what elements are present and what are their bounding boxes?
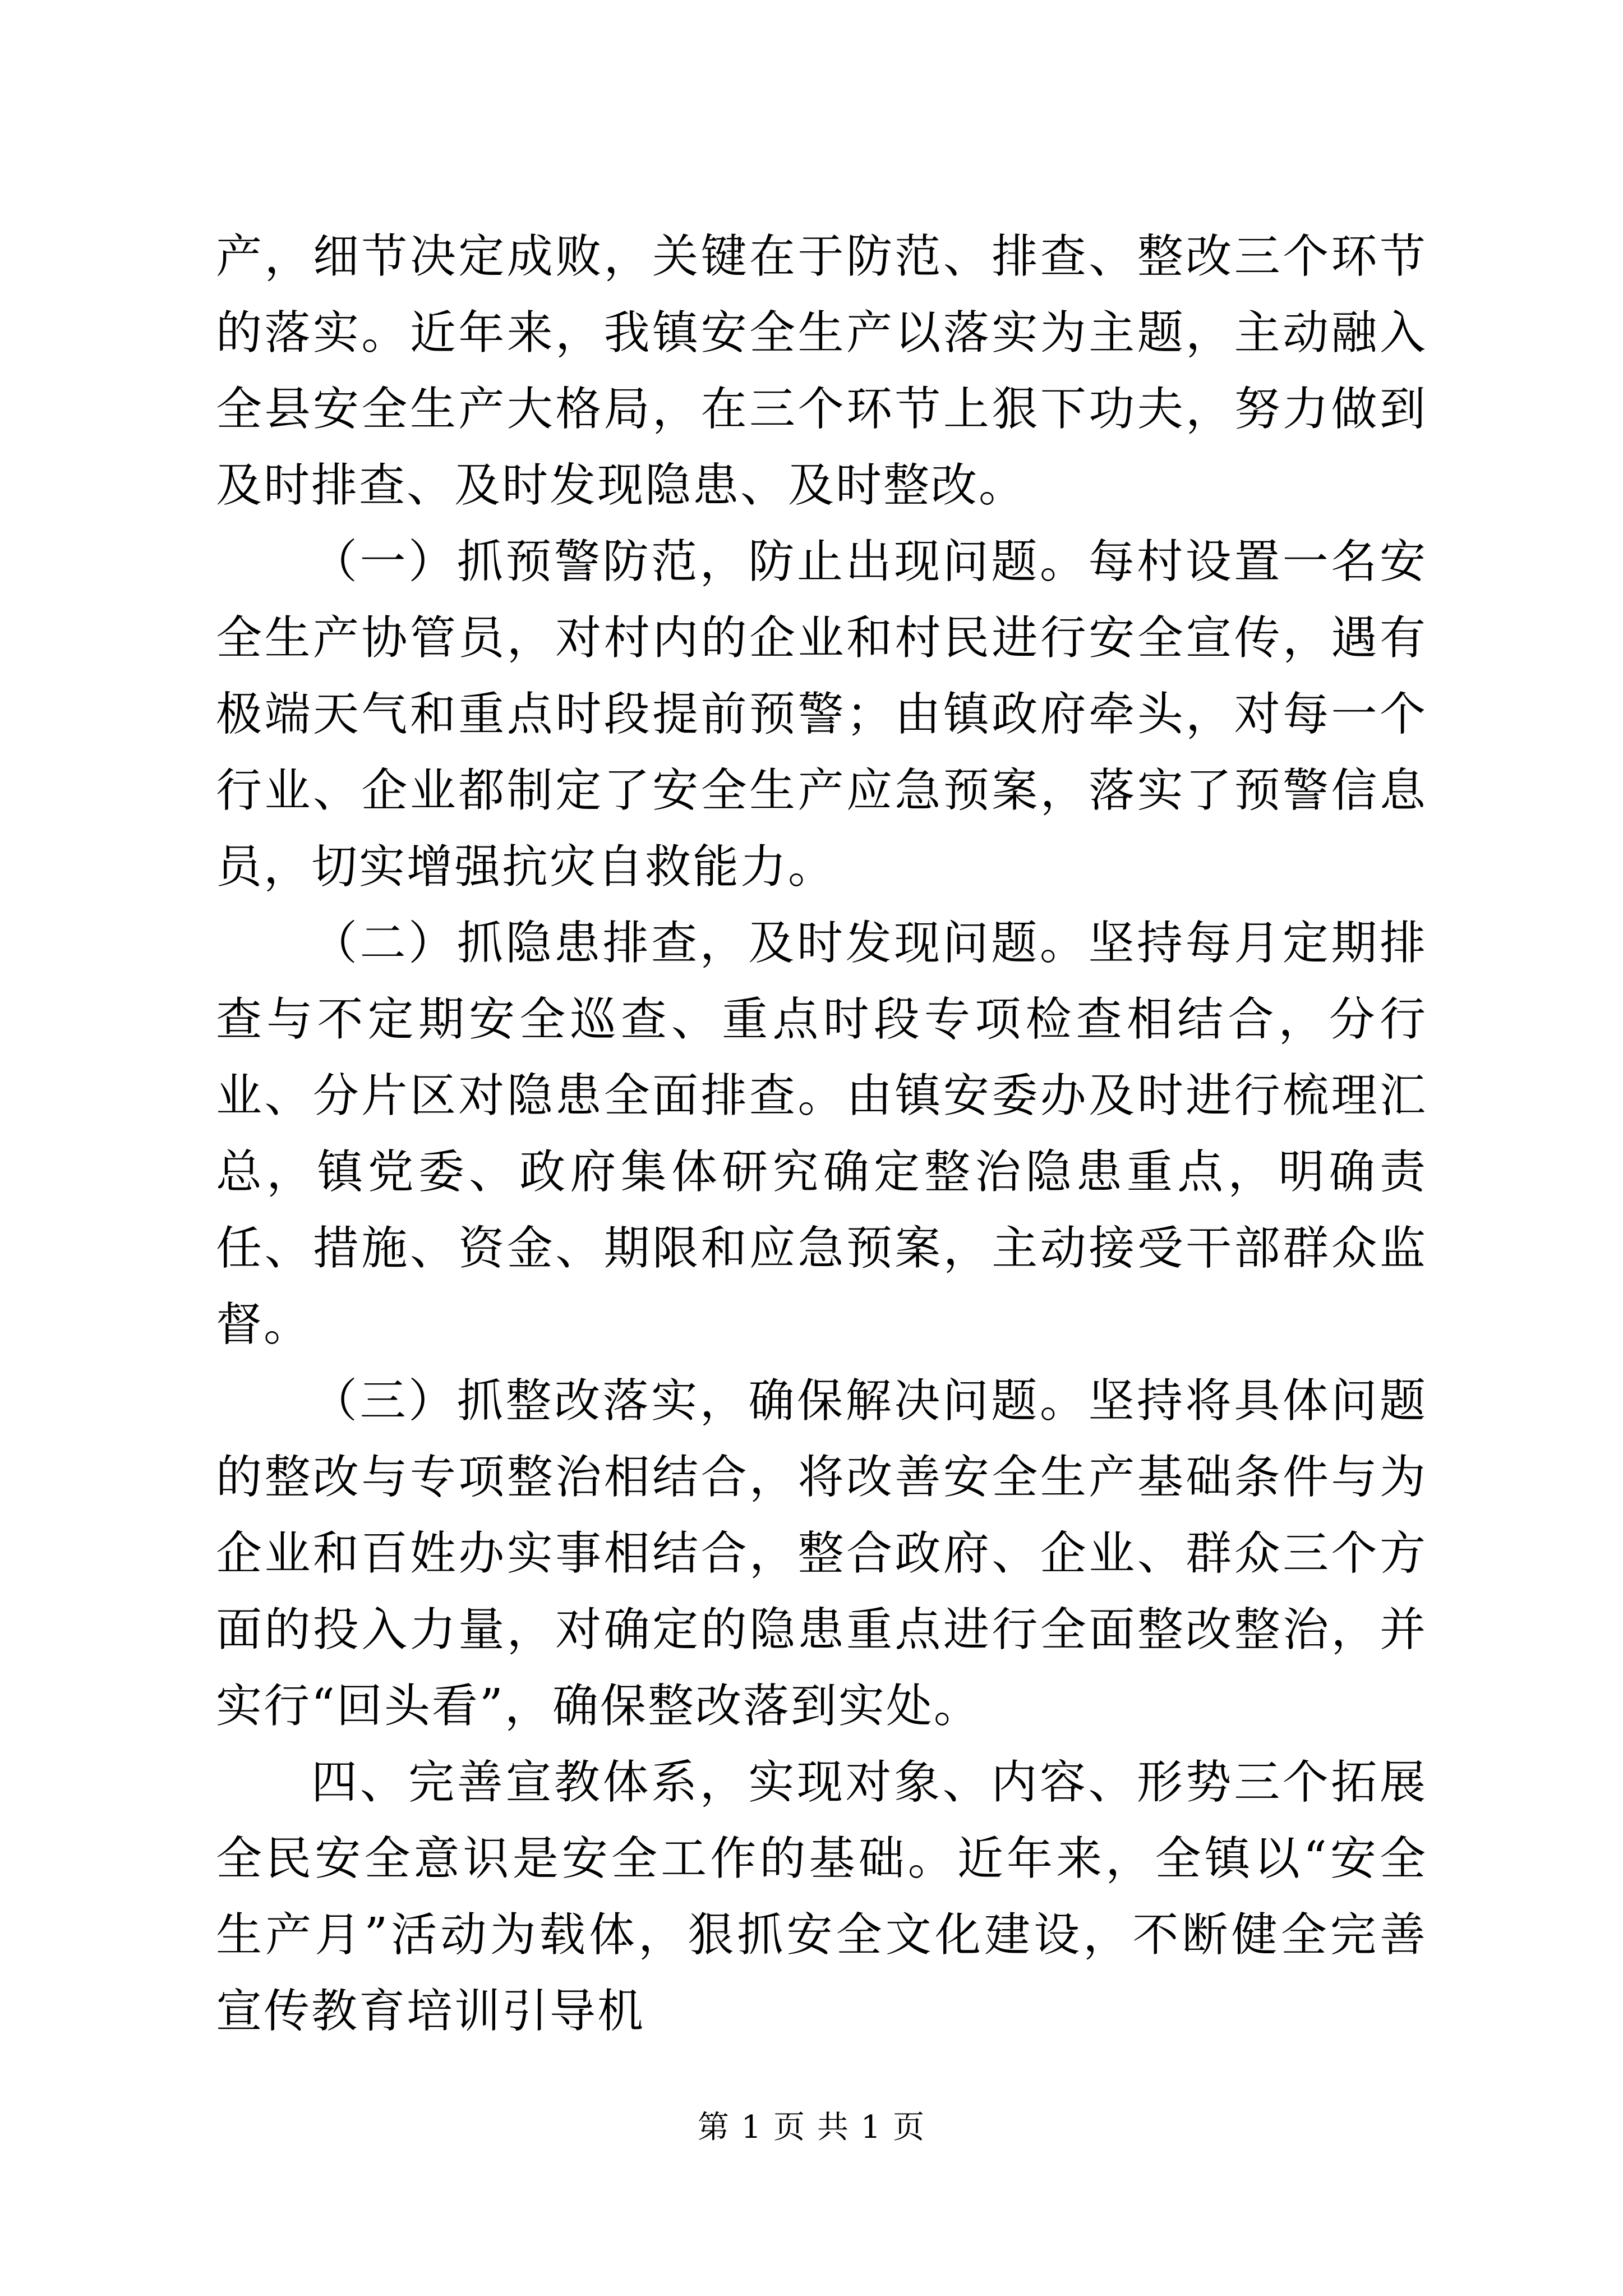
paragraph-continuation: 产，细节决定成败，关键在于防范、排查、整改三个环节的落实。近年来，我镇安全生产以落实为主题，主动融入全县安全生产大格局，在三个环节上狠下功夫，努力做到及时排查、及时发现隐患、及时整改。 [216,230,1427,512]
paragraph-item-1: （一）抓预警防范，防止出现问题。每村设置一名安全生产协管员，对村内的企业和村民进行安全宣传，遇有极端天气和重点时段提前预警；由镇政府牵头，对每一个行业、企业都制定了安全生产应急预案，落实了预警信息员，切实增强抗灾自救能力。 [216,535,1427,894]
document-body [216,219,1427,2050]
paragraph-section-4: 四、完善宣教体系，实现对象、内容、形势三个拓展全民安全意识是安全工作的基础。近年来，全镇以“安全生产月”活动为载体，狠抓安全文化建设，不断健全完善宣传教育培训引导机 [216,1756,1427,2038]
paragraph-item-2: （二）抓隐患排查，及时发现问题。坚持每月定期排查与不定期安全巡查、重点时段专项检查相结合，分行业、分片区对隐患全面排查。由镇安委办及时进行梳理汇总，镇党委、政府集体研究确定整治隐患重点，明确责任、措施、资金、期限和应急预案，主动接受干部群众监督。 [216,917,1427,1351]
page-number-footer: 第 1 页 共 1 页 [697,2109,926,2146]
paragraph-item-3: （三）抓整改落实，确保解决问题。坚持将具体问题的整改与专项整治相结合，将改善安全生产基础条件与为企业和百姓办实事相结合，整合政府、企业、群众三个方面的投入力量，对确定的隐患重点进行全面整改整治，并实行“回头看”，确保整改落到实处。 [216,1374,1427,1733]
